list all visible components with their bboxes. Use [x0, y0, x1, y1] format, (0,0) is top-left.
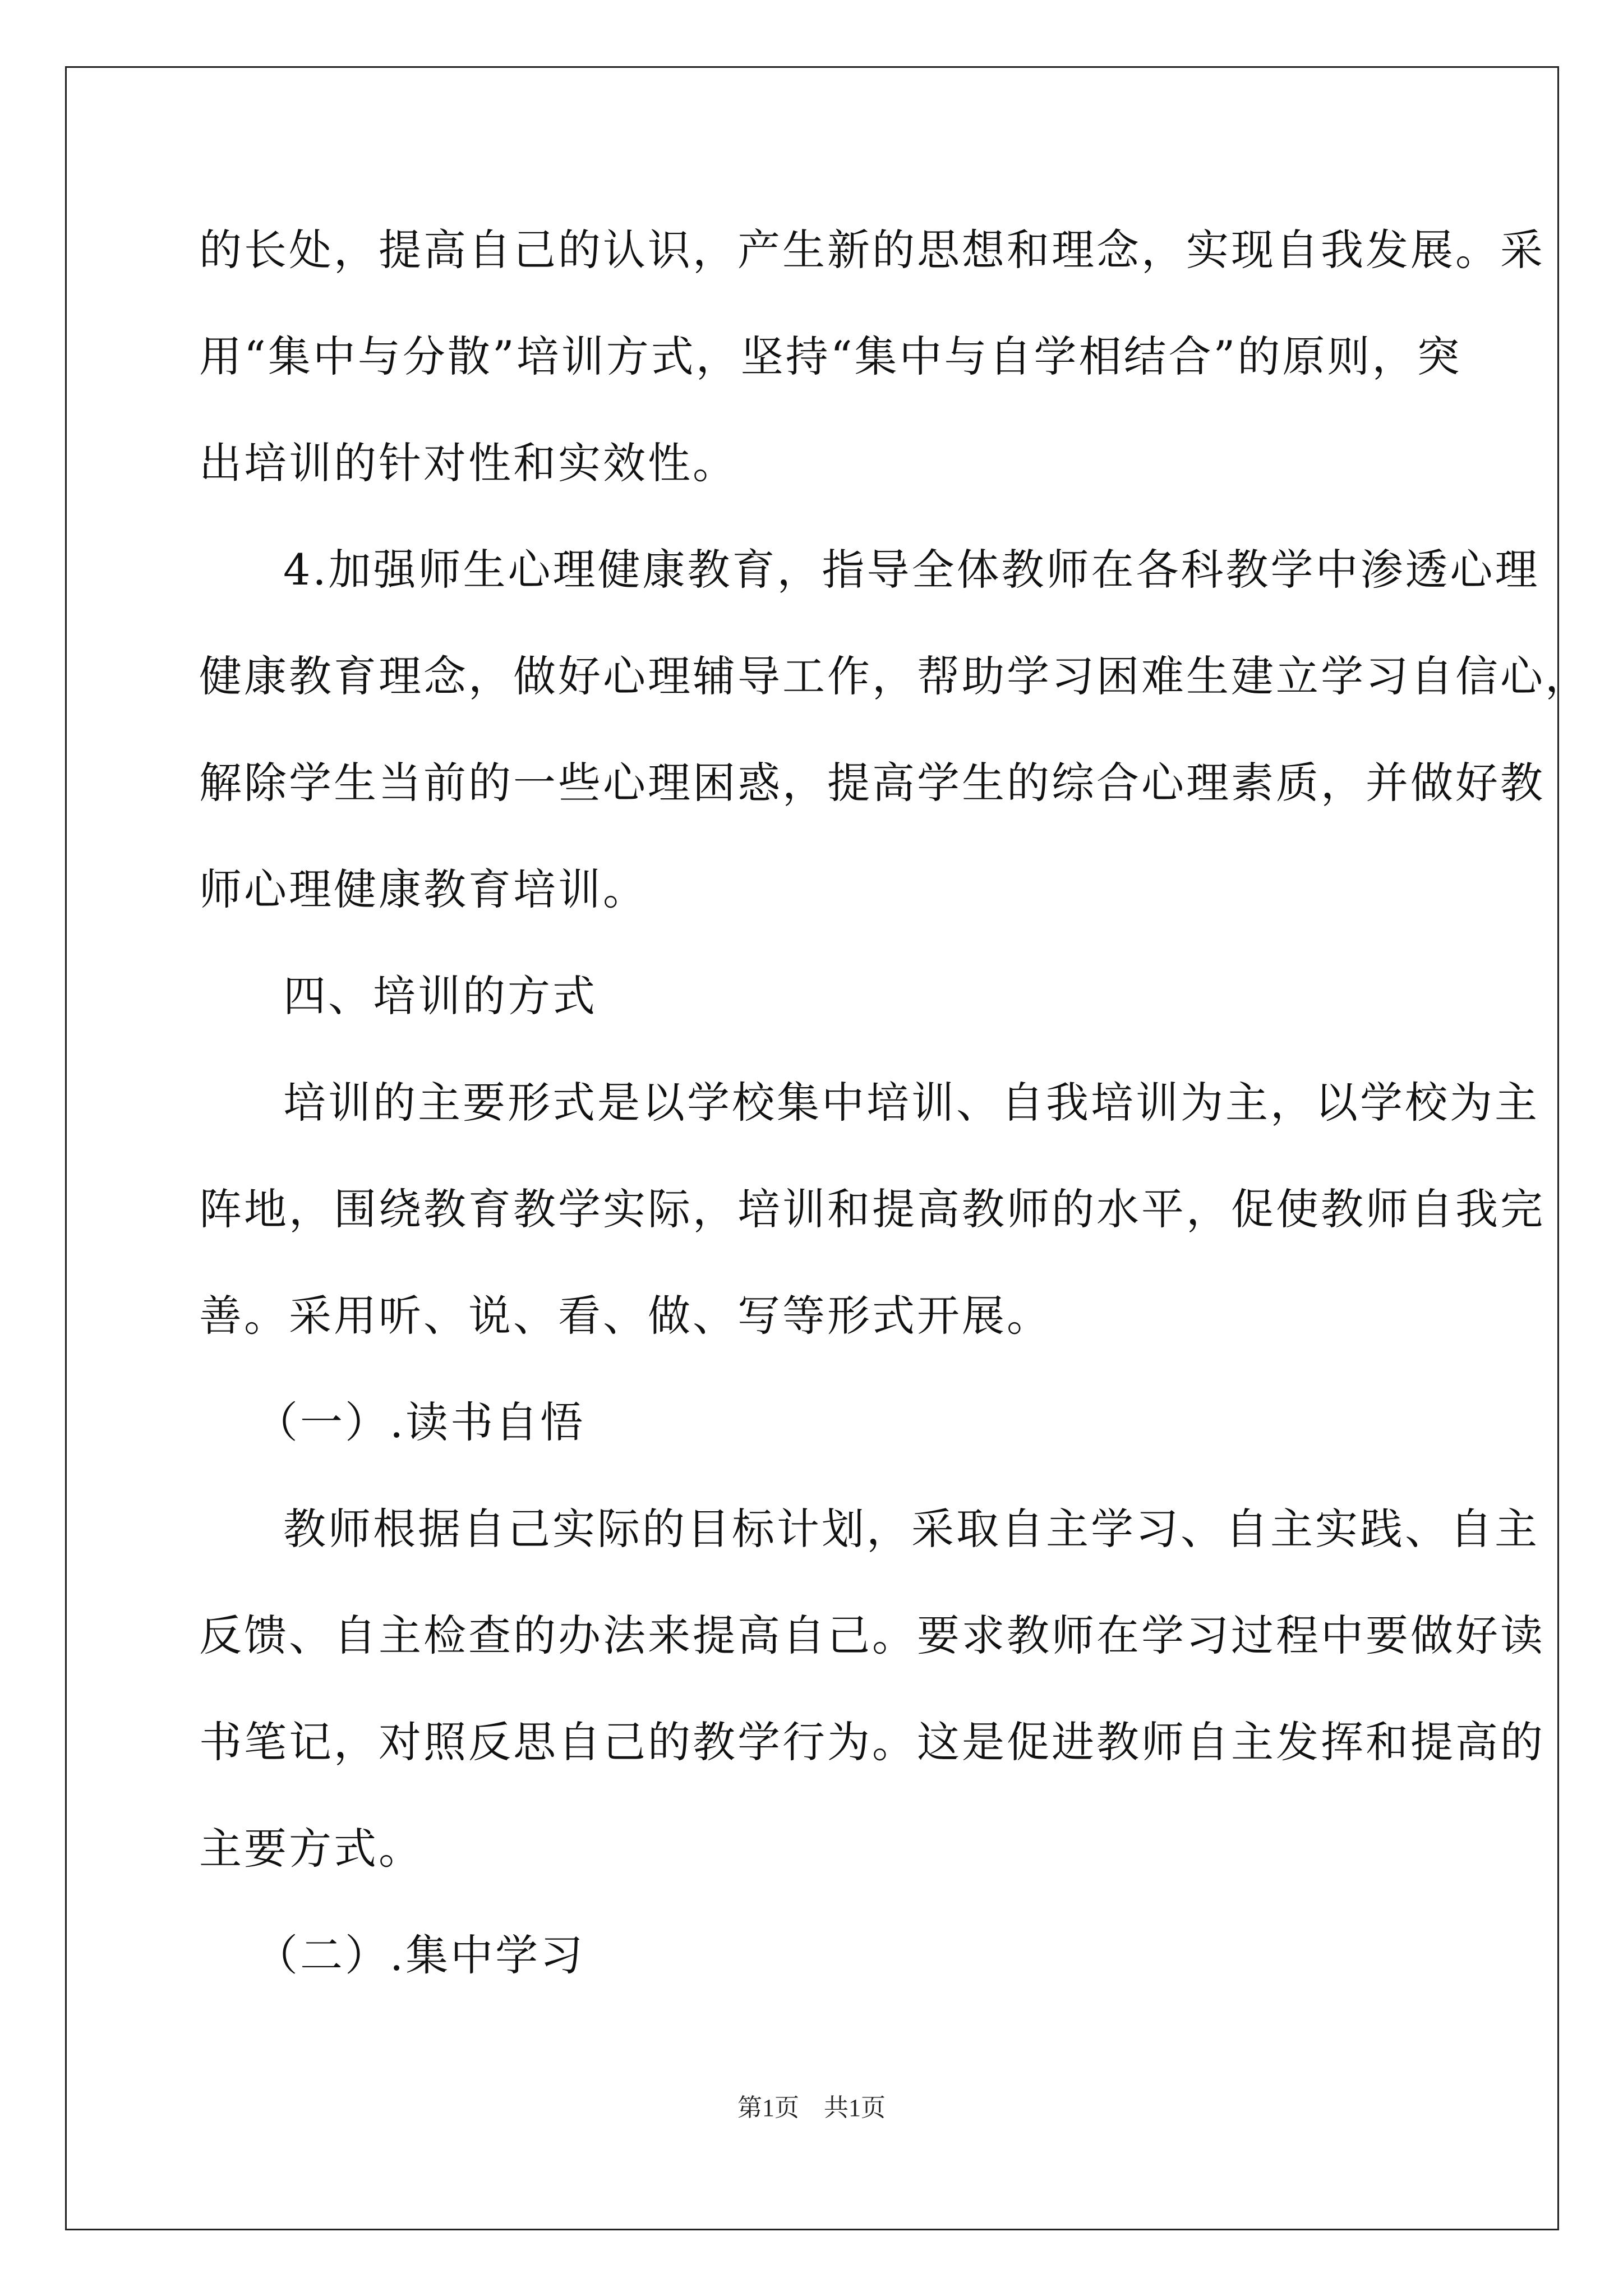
body-text-line: 4.加强师生心理健康教育，指导全体教师在各科教学中渗透心理 — [283, 545, 1540, 595]
body-text-line: 用“集中与分散”培训方式，坚持“集中与自学相结合”的原则，突 — [199, 332, 1462, 381]
body-text-line: 善。采用听、说、看、做、写等形式开展。 — [199, 1291, 1052, 1341]
section-heading: 四、培训的方式 — [283, 971, 597, 1021]
body-text-line: 培训的主要形式是以学校集中培训、自我培训为主，以学校为主 — [283, 1078, 1539, 1128]
page-border — [65, 66, 1590, 2230]
subsection-heading: （二）.集中学习 — [255, 1930, 585, 1980]
body-text-line: 的长处，提高自己的认识，产生新的思想和理念，实现自我发展。采 — [199, 225, 1545, 275]
page-number-footer: 第1页 共1页 — [737, 2094, 886, 2122]
subsection-heading: （一）.读书自悟 — [255, 1397, 585, 1447]
body-text-line: 教师根据自己实际的目标计划，采取自主学习、自主实践、自主 — [283, 1504, 1539, 1554]
body-text-line: 书笔记，对照反思自己的教学行为。这是促进教师自主发挥和提高的 — [199, 1717, 1545, 1767]
body-text-line: 主要方式。 — [199, 1824, 423, 1874]
body-text-line: 师心理健康教育培训。 — [199, 864, 648, 914]
body-text-line: 健康教育理念，做好心理辅导工作，帮助学习困难生建立学习自信心， — [199, 651, 1590, 701]
body-text-line: 出培训的针对性和实效性。 — [199, 438, 737, 488]
body-text-line: 阵地，围绕教育教学实际，培训和提高教师的水平，促使教师自我完 — [199, 1184, 1545, 1234]
body-text-line: 解除学生当前的一些心理困惑，提高学生的综合心理素质，并做好教 — [199, 758, 1545, 808]
body-text-line: 反馈、自主检查的办法来提高自己。要求教师在学习过程中要做好读 — [199, 1611, 1545, 1660]
